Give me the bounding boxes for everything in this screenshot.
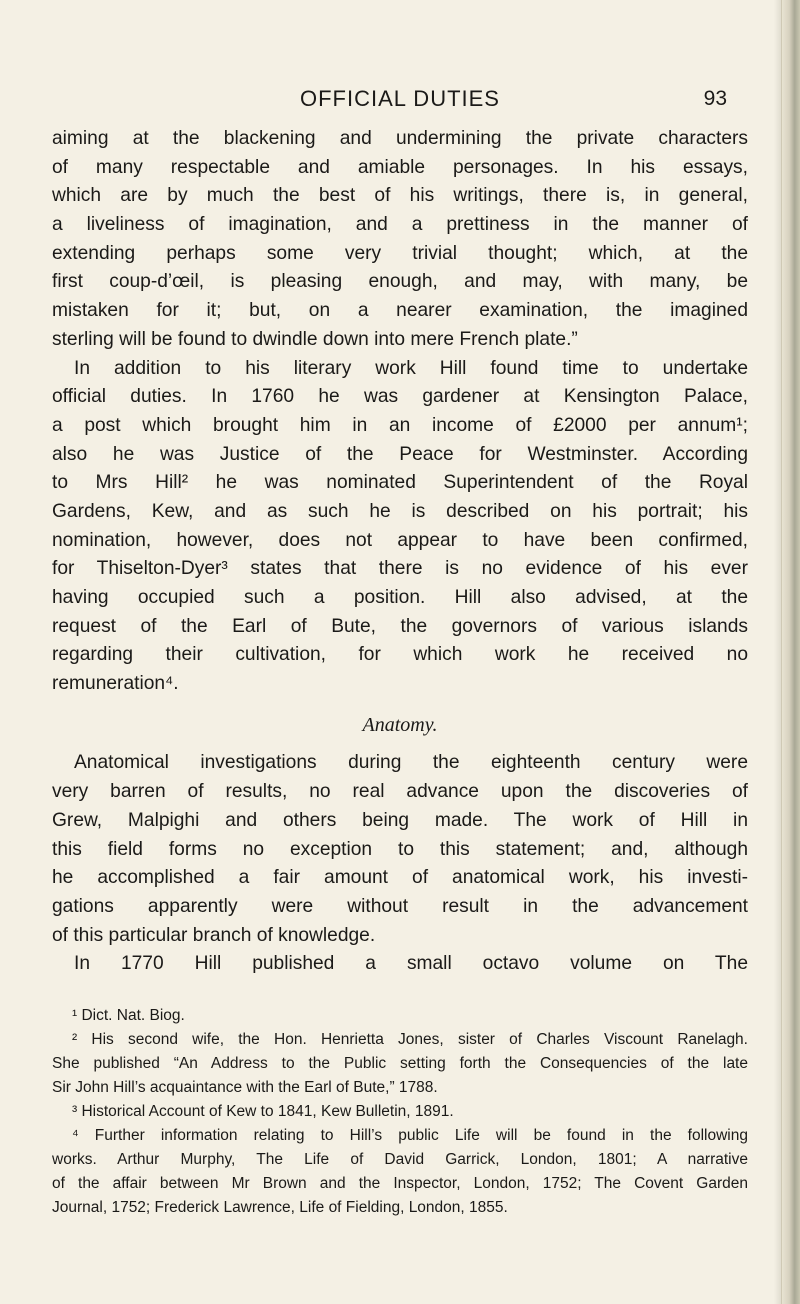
footnote-line: ¹ Dict. Nat. Biog. bbox=[72, 1007, 185, 1024]
footnote-line: Sir John Hill’s acquaintance with the Earl of Bute,” 1788. bbox=[52, 1079, 438, 1096]
footnote-line: ³ Historical Account of Kew to 1841, Kew Bulletin, 1891. bbox=[72, 1103, 454, 1120]
text-line: also he was Justice of the Peace for Westminster. According bbox=[52, 443, 748, 465]
text-line: first coup-d’œil, is pleasing enough, and may, with many, be bbox=[52, 271, 748, 293]
text-line: a liveliness of imagination, and a prettiness in the manner of bbox=[52, 214, 748, 236]
text-line: Anatomical investigations during the eighteenth century were bbox=[74, 752, 748, 774]
page-binding-edge bbox=[781, 0, 800, 1304]
text-line: sterling will be found to dwindle down into mere French plate.” bbox=[52, 328, 578, 350]
text-line: regarding their cultivation, for which work he received no bbox=[52, 644, 748, 666]
text-line: request of the Earl of Bute, the governors of various islands bbox=[52, 615, 748, 637]
text-line: aiming at the blackening and undermining the private characters bbox=[52, 128, 748, 149]
text-line: Grew, Malpighi and others being made. The work of Hill in bbox=[52, 809, 748, 831]
footnotes bbox=[52, 1004, 748, 1220]
text-line: nomination, however, does not appear to have been confirmed, bbox=[52, 529, 748, 551]
footnote-line: works. Arthur Murphy, The Life of David Garrick, London, 1801; A narrative bbox=[52, 1151, 748, 1168]
text-line: having occupied such a position. Hill also advised, at the bbox=[52, 587, 748, 608]
footnote-line: ² His second wife, the Hon. Henrietta Jones, sister of Charles Viscount Ranelagh. bbox=[72, 1031, 748, 1048]
text-line: In 1770 Hill published a small octavo volume on The bbox=[74, 953, 748, 975]
text-line: mistaken for it; but, on a nearer examination, the imagined bbox=[52, 300, 748, 322]
footnote-line: She published “An Address to the Public setting forth the Consequencies of the late bbox=[52, 1055, 748, 1072]
footnote-line: Journal, 1752; Frederick Lawrence, Life of Fielding, London, 1855. bbox=[52, 1199, 508, 1216]
main-text bbox=[52, 125, 748, 979]
text-line: for Thiselton-Dyer³ states that there is no evidence of his ever bbox=[52, 558, 748, 580]
footnote-line: ⁴ Further information relating to Hill’s public Life will be found in the following bbox=[72, 1127, 748, 1144]
text-line: gations apparently were without result in the advancement bbox=[52, 895, 748, 917]
text-line: he accomplished a fair amount of anatomical work, his investi- bbox=[52, 867, 748, 889]
text-line: of this particular branch of knowledge. bbox=[52, 924, 376, 946]
text-line: to Mrs Hill² he was nominated Superintendent of the Royal bbox=[52, 472, 748, 494]
text-line: extending perhaps some very trivial thought; which, at the bbox=[52, 242, 748, 264]
text-line: very barren of results, no real advance upon the discoveries of bbox=[52, 781, 748, 803]
footnote-line: of the affair between Mr Brown and the Inspector, London, 1752; The Covent Garden bbox=[52, 1175, 748, 1192]
text-line: this field forms no exception to this statement; and, although bbox=[52, 838, 748, 860]
text-line: Gardens, Kew, and as such he is described on his portrait; his bbox=[52, 500, 748, 522]
page-number: 93 bbox=[703, 87, 727, 110]
page-header bbox=[0, 86, 800, 116]
section-heading: Anatomy. bbox=[362, 713, 438, 736]
text-line: remuneration⁴. bbox=[52, 673, 179, 695]
text-line: official duties. In 1760 he was gardener at Kensington Palace, bbox=[52, 386, 748, 408]
running-head: OFFICIAL DUTIES bbox=[300, 86, 500, 111]
text-line: a post which brought him in an income of £2000 per annum¹; bbox=[52, 414, 748, 436]
text-line: of many respectable and amiable personages. In his essays, bbox=[52, 156, 748, 178]
text-line: In addition to his literary work Hill found time to undertake bbox=[74, 357, 748, 379]
text-line: which are by much the best of his writings, there is, in general, bbox=[52, 185, 748, 207]
